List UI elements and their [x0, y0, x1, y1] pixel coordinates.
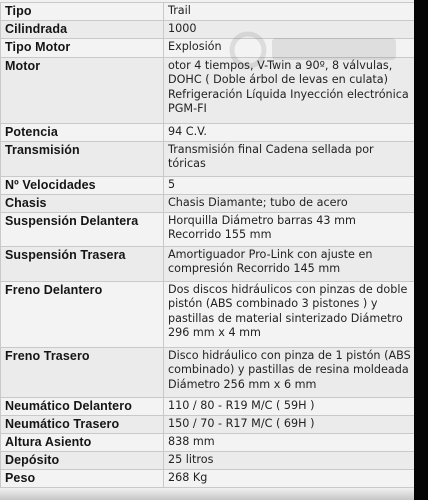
spec-value: 838 mm — [164, 433, 415, 451]
spec-row-tipo — [1, 3, 415, 21]
spec-value: 268 Kg — [164, 469, 415, 487]
spec-value: 150 / 70 - R17 M/C ( 69H ) — [164, 415, 415, 433]
spec-label: Tipo Motor — [1, 38, 164, 57]
spec-label: Cilindrada — [1, 20, 164, 38]
page-shadow — [0, 488, 414, 500]
spec-label: Depósito — [1, 451, 164, 469]
spec-value: 25 litros — [164, 451, 415, 469]
spec-value: 94 C.V. — [164, 123, 415, 141]
spec-value: Trail — [164, 3, 415, 21]
spec-label: Altura Asiento — [1, 433, 164, 451]
spec-value: Disco hidráulico con pinza de 1 pistón (ABS combinado) y pastillas de resina moldeada Diámetro 256 mm x 6 mm — [164, 347, 415, 397]
spec-row-altura-asiento — [1, 433, 415, 451]
spec-row-potencia — [1, 123, 415, 141]
spec-row-chasis — [1, 194, 415, 212]
spec-row-motor — [1, 57, 415, 123]
spec-value: 110 / 80 - R19 M/C ( 59H ) — [164, 397, 415, 415]
spec-row-neumatico-trasero — [1, 415, 415, 433]
spec-label: Peso — [1, 469, 164, 487]
spec-value: Explosión — [164, 38, 415, 57]
spec-label: Chasis — [1, 194, 164, 212]
screen-edge — [414, 0, 428, 500]
spec-row-suspension-delantera — [1, 212, 415, 246]
spec-value: Amortiguador Pro-Link con ajuste en compresión Recorrido 145 mm — [164, 246, 415, 281]
spec-value: otor 4 tiempos, V-Twin a 90º, 8 válvulas, DOHC ( Doble árbol de levas en culata) Refrigeración Líquida Inyección electrónica PGM-FI — [164, 57, 415, 123]
spec-row-peso — [1, 469, 415, 487]
spec-value: Horquilla Diámetro barras 43 mm Recorrido 155 mm — [164, 212, 415, 246]
spec-label: Neumático Delantero — [1, 397, 164, 415]
spec-value: Transmisión final Cadena sellada por tóricas — [164, 141, 415, 176]
spec-row-freno-delantero — [1, 281, 415, 347]
spec-label: Freno Delantero — [1, 281, 164, 347]
spec-label: Tipo — [1, 3, 164, 21]
spec-label: Freno Trasero — [1, 347, 164, 397]
spec-row-freno-trasero — [1, 347, 415, 397]
spec-label: Motor — [1, 57, 164, 123]
spec-table — [0, 2, 414, 488]
spec-label: Suspensión Delantera — [1, 212, 164, 246]
spec-label: Nº Velocidades — [1, 176, 164, 194]
spec-value: 5 — [164, 176, 415, 194]
spec-row-cilindrada — [1, 20, 415, 38]
spec-row-deposito — [1, 451, 415, 469]
spec-row-neumatico-delantero — [1, 397, 415, 415]
spec-label: Transmisión — [1, 141, 164, 176]
spec-label: Suspensión Trasera — [1, 246, 164, 281]
spec-row-suspension-trasera — [1, 246, 415, 281]
spec-row-transmision — [1, 141, 415, 176]
spec-value: Chasis Diamante; tubo de acero — [164, 194, 415, 212]
spec-value: 1000 — [164, 20, 415, 38]
spec-row-tipo-motor — [1, 38, 415, 57]
spec-row-velocidades — [1, 176, 415, 194]
spec-value: Dos discos hidráulicos con pinzas de doble pistón (ABS combinado 3 pistones ) y pastillas de material sinterizado Diámetro 296 mm x 4 mm — [164, 281, 415, 347]
spec-label: Potencia — [1, 123, 164, 141]
spec-label: Neumático Trasero — [1, 415, 164, 433]
